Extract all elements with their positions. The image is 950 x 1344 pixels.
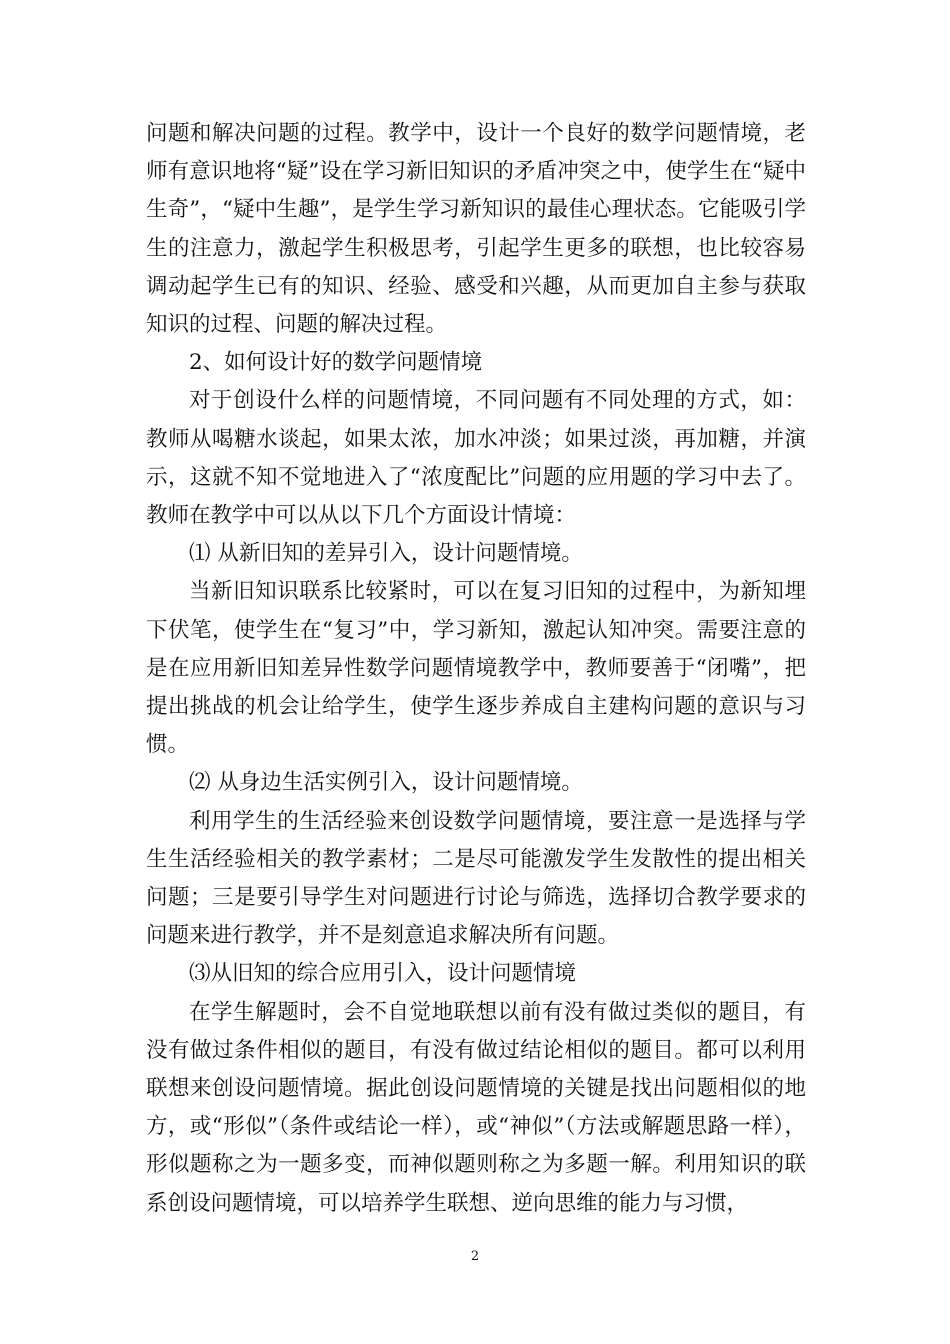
subheading-3: ⑶从旧知的综合应用引入，设计问题情境: [189, 961, 577, 987]
paragraph-1: 问题和解决问题的过程。教学中，设计一个良好的数学问题情境，老师有意识地将“疑”设在学习新旧知识的矛盾冲突之中，使学生在“疑中生奇”，“疑中生趣”，是学生学习新知识的最佳心理状态。它能吸引学生的注意力，激起学生积极思考，引起学生更多的联想，也比较容易调动起学生已有的知识、经验、感受和兴趣，从而更加自主参与获取知识的过程、问题的解决过程。: [146, 121, 806, 338]
paragraph-3: 对于创设什么样的问题情境，不同问题有不同处理的方式，如：教师从喝糖水谈起，如果太浓，加水冲淡；如果过淡，再加糖，并演示，这就不知不觉地进入了“浓度配比”问题的应用题的学习中去了。教师在教学中可以从以下几个方面设计情境：: [146, 388, 806, 529]
subheading-2: ⑵ 从身边生活实例引入，设计问题情境。: [189, 770, 583, 796]
paragraph-7: 利用学生的生活经验来创设数学问题情境，要注意一是选择与学生生活经验相关的教学素材；二是尽可能激发学生发散性的提出相关问题；三是要引导学生对问题进行讨论与筛选，选择切合教学要求的问题来进行教学，并不是刻意追求解决所有问题。: [146, 808, 806, 949]
subheading-1: ⑴ 从新旧知的差异引入，设计问题情境。: [189, 541, 583, 567]
section-heading-2: 2、如何设计好的数学问题情境: [189, 350, 483, 376]
document-body: [146, 115, 806, 1223]
paragraph-5: 当新旧知识联系比较紧时，可以在复习旧知的过程中，为新知埋下伏笔，使学生在“复习”中，学习新知，激起认知冲突。需要注意的是在应用新旧知差异性数学问题情境教学中，教师要善于“闭嘴”，把提出挑战的机会让给学生，使学生逐步养成自主建构问题的意识与习惯。: [146, 579, 806, 758]
paragraph-9: 在学生解题时，会不自觉地联想以前有没有做过类似的题目，有没有做过条件相似的题目，有没有做过结论相似的题目。都可以利用联想来创设问题情境。据此创设问题情境的关键是找出问题相似的地方，或“形似”（条件或结论一样），或“神似”（方法或解题思路一样），形似题称之为一题多变，而神似题则称之为多题一解。利用知识的联系创设问题情境，可以培养学生联想、逆向思维的能力与习惯，: [146, 999, 806, 1216]
page-number: 2: [470, 1249, 480, 1264]
